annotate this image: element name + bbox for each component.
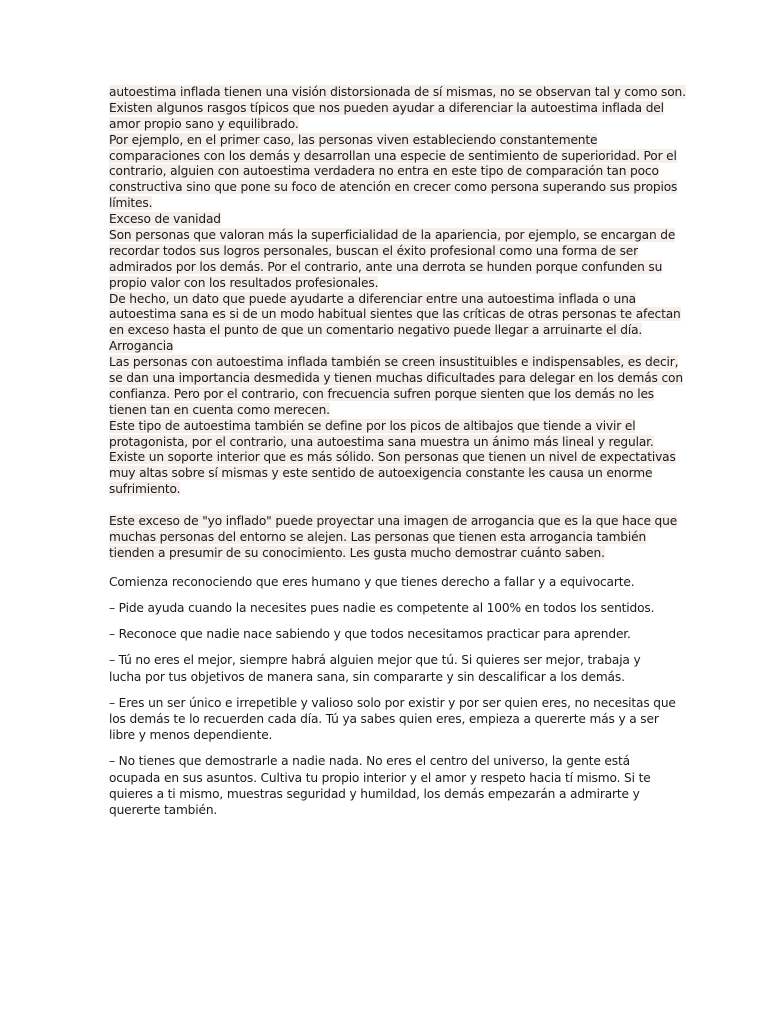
paragraph-line: los demás te lo recuerden cada día. Tú ya sabes quien eres, empieza a quererte más y a ser: [109, 712, 659, 727]
text-line: [109, 387, 669, 403]
paragraph-line: quieres a ti mismo, muestras seguridad y humildad, los demás empezarán a admirarte y: [109, 786, 640, 801]
text-line-content: Son personas que valoran más la superficialidad de la apariencia, por ejemplo, se encargan de: [109, 228, 676, 243]
text-line: [109, 419, 669, 435]
advice-paragraphs: [109, 574, 676, 818]
highlighted-text-block-1: [109, 85, 686, 498]
text-line-content: contrario, alguien con autoestima verdadera no entra en este tipo de comparación tan poco: [109, 164, 659, 179]
text-line-content: comparaciones con los demás y desarrollan una especie de sentimiento de superioridad. Por el: [109, 148, 677, 163]
text-line: [109, 482, 669, 498]
text-line: [109, 196, 669, 212]
text-line-content: se dan una importancia desmedida y tienen muchas dificultades para delegar en los demás con: [109, 371, 683, 386]
text-line: [109, 180, 678, 196]
text-line-content: Este exceso de "yo inflado" puede proyectar una imagen de arrogancia que es la que hace que: [109, 514, 678, 529]
text-line-content: protagonista, por el contrario, una autoestima sana muestra un ánimo más lineal y regular.: [109, 434, 654, 449]
text-line-content: sufrimiento.: [109, 482, 181, 497]
paragraph-line: – Eres un ser único e irrepetible y valioso solo por existir y por ser quien eres, no necesitas que: [109, 695, 676, 710]
text-line: [109, 546, 669, 562]
text-line-content: tienden a presumir de su conocimiento. Les gusta mucho demostrar cuánto saben.: [109, 545, 605, 560]
text-line: [109, 466, 669, 482]
highlighted-text-block-2: [109, 514, 678, 562]
text-line: [109, 260, 669, 276]
text-line-content: De hecho, un dato que puede ayudarte a diferenciar entre una autoestima inflada o una: [109, 291, 636, 306]
text-line: [109, 403, 669, 419]
paragraph-line: Comienza reconociendo que eres humano y que tienes derecho a fallar y a equivocarte.: [109, 574, 635, 589]
paragraph-line: – Pide ayuda cuando la necesites pues nadie es competente al 100% en todos los sentidos.: [109, 601, 655, 616]
text-line-content: Las personas con autoestima inflada también se creen insustituibles e indispensables, es decir,: [109, 355, 679, 370]
text-line-content: Existen algunos rasgos típicos que nos pueden ayudar a diferenciar la autoestima inflada del: [109, 100, 664, 115]
paragraph-line: lucha por tus objetivos de manera sana, sin compararte y sin descalificar a los demás.: [109, 669, 625, 684]
paragraph-line: – Tú no eres el mejor, siempre habrá alguien mejor que tú. Si quieres ser mejor, trabaja y: [109, 653, 641, 668]
text-line: [109, 530, 669, 546]
text-line-content: muy altas sobre sí mismas y este sentido de autoexigencia constante les causa un enorme: [109, 466, 653, 481]
text-line-content: Por ejemplo, en el primer caso, las personas viven estableciendo constantemente: [109, 132, 598, 147]
paragraph-line: libre y menos dependiente.: [109, 728, 273, 743]
text-line-content: muchas personas del entorno se alejen. Las personas que tienen esta arrogancia también: [109, 530, 647, 545]
paragraph: [109, 695, 676, 744]
text-line-content: Arrogancia: [109, 339, 174, 354]
text-line: [109, 133, 669, 149]
document-page: [109, 85, 686, 818]
text-line: [109, 276, 669, 292]
text-line-content: admirados por los demás. Por el contrario, ante una derrota se hunden porque confunden su: [109, 259, 663, 274]
text-line-content: confianza. Pero por el contrario, con frecuencia sufren porque sienten que los demás no les: [109, 386, 654, 401]
paragraph: [109, 753, 669, 818]
text-line: [109, 307, 681, 323]
text-line-content: constructiva sino que pone su foco de atención en crecer como persona superando sus propios: [109, 180, 678, 195]
paragraph-line: – Reconoce que nadie nace sabiendo y que todos necesitamos practicar para aprender.: [109, 627, 631, 642]
paragraph: [109, 574, 669, 590]
paragraph-line: quererte también.: [109, 803, 218, 818]
text-line-content: propio valor con los resultados profesionales.: [109, 275, 379, 290]
text-line: [109, 164, 669, 180]
text-line-content: Exceso de vanidad: [109, 212, 221, 227]
text-line-content: límites.: [109, 196, 153, 211]
text-line: [109, 101, 669, 117]
text-line: [109, 292, 669, 308]
text-line: [109, 450, 676, 466]
text-line: [109, 117, 669, 133]
text-line: [109, 228, 676, 244]
text-line-content: tienen tan en cuenta como merecen.: [109, 402, 330, 417]
text-line: [109, 323, 669, 339]
paragraph: [109, 600, 669, 616]
text-line-content: en exceso hasta el punto de que un comentario negativo puede llegar a arruinarte el día.: [109, 323, 643, 338]
paragraph-line: – No tienes que demostrarle a nadie nada. No eres el centro del universo, la gente está: [109, 754, 630, 769]
text-line: [109, 355, 679, 371]
paragraph: [109, 626, 669, 642]
text-line: [109, 514, 678, 530]
text-line: [109, 244, 669, 260]
text-line: [109, 212, 669, 228]
text-line: [109, 339, 669, 355]
text-line: [109, 148, 677, 165]
text-line-content: autoestima sana es si de un modo habitual sientes que las críticas de otras personas te afectan: [109, 307, 681, 322]
text-line: [109, 371, 683, 387]
text-line-content: autoestima inflada tienen una visión distorsionada de sí mismas, no se observan tal y como son.: [109, 85, 686, 99]
text-line-content: Existe un soporte interior que es más sólido. Son personas que tienen un nivel de expectativas: [109, 450, 676, 465]
text-line-content: recordar todos sus logros personales, buscan el éxito profesional como una forma de ser: [109, 243, 638, 258]
paragraph: [109, 652, 669, 684]
text-line-content: Este tipo de autoestima también se define por los picos de altibajos que tiende a vivir el: [109, 418, 636, 433]
text-line: [109, 85, 686, 101]
paragraph-line: ocupada en sus asuntos. Cultiva tu propio interior y el amor y respeto hacia tí mismo. Si te: [109, 770, 651, 785]
text-line-content: amor propio sano y equilibrado.: [109, 116, 299, 131]
text-line: [109, 435, 669, 451]
